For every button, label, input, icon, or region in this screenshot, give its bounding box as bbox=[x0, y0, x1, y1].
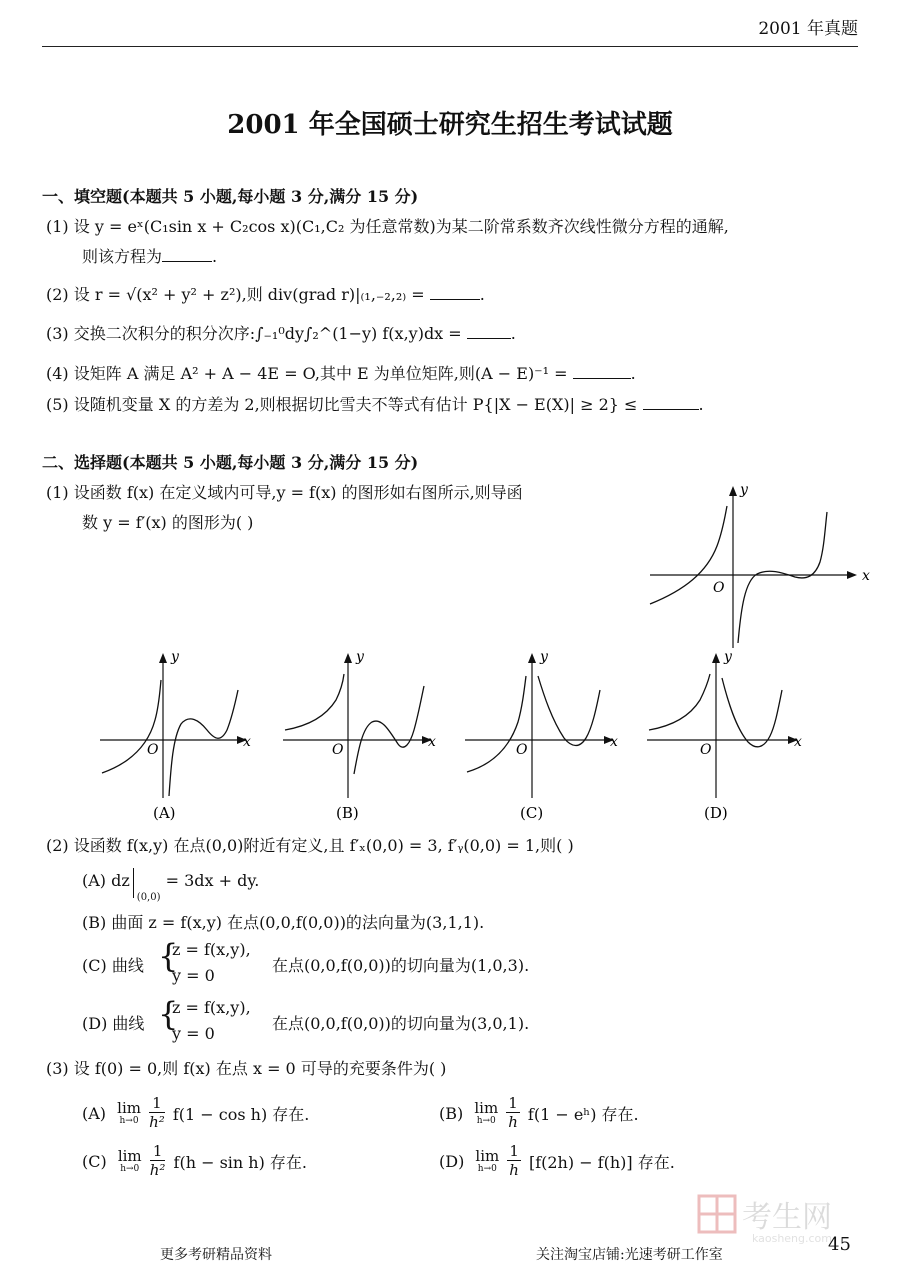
option-a-main: (A) dz bbox=[82, 871, 130, 890]
s2-q2-option-c-prefix: (C) 曲线 bbox=[82, 956, 144, 975]
s1-q3-end: . bbox=[510, 324, 516, 343]
x-label: x bbox=[862, 568, 870, 584]
x-label: x bbox=[243, 734, 251, 750]
system-bottom: y = 0 bbox=[172, 966, 215, 985]
limit bbox=[117, 1146, 142, 1174]
origin-label: O bbox=[713, 580, 725, 596]
curve-right-branch bbox=[538, 676, 600, 746]
evaluation-bar bbox=[133, 868, 134, 898]
footer-left: 更多考研精品资料 bbox=[160, 1247, 272, 1263]
option-label: (D) bbox=[704, 804, 728, 822]
section1-heading: 一、填空题(本题共 5 小题,每小题 3 分,满分 15 分) bbox=[42, 187, 419, 206]
watermark-logo-icon bbox=[697, 1192, 737, 1236]
header-rule bbox=[42, 46, 858, 47]
lim-word: lim bbox=[474, 1098, 499, 1117]
s1-q4 bbox=[46, 361, 636, 384]
curve-left-branch bbox=[102, 680, 161, 773]
page-title: 2001 年全国硕士研究生招生考试试题 bbox=[227, 110, 673, 140]
s2-q1-line1: (1) 设函数 f(x) 在定义域内可导,y = f(x) 的图形如右图所示,则导函 bbox=[46, 483, 523, 502]
s1-q1-line2 bbox=[82, 244, 217, 267]
curve-right-branch bbox=[169, 690, 238, 796]
lim-sub: h→0 bbox=[477, 1163, 497, 1174]
option-b-graph bbox=[278, 648, 443, 823]
numerator: 1 bbox=[509, 1142, 519, 1160]
curve-right-branch bbox=[722, 678, 782, 747]
x-label: x bbox=[428, 734, 436, 750]
s1-q3 bbox=[46, 321, 516, 344]
lim-word: lim bbox=[117, 1098, 141, 1117]
option-a-graph bbox=[95, 648, 255, 823]
system-bottom: y = 0 bbox=[172, 1024, 215, 1043]
option-d-graph bbox=[642, 648, 812, 823]
denominator: h bbox=[508, 1113, 518, 1131]
origin-label: O bbox=[147, 742, 159, 758]
s2-q2-stem: (2) 设函数 f(x,y) 在点(0,0)附近有定义,且 f′ₓ(0,0) = 3, f′ᵧ(0,0) = 1,则( ) bbox=[46, 836, 574, 855]
s1-q5 bbox=[46, 392, 704, 415]
q3-option-c bbox=[82, 1143, 307, 1179]
s1-q4-end: . bbox=[630, 364, 636, 383]
main-graph bbox=[645, 478, 870, 653]
y-label: y bbox=[540, 649, 548, 665]
origin-label: O bbox=[700, 742, 712, 758]
s1-q1-text: 则该方程为 bbox=[82, 247, 163, 266]
running-header: 2001 年真题 bbox=[758, 19, 858, 39]
answer-blank bbox=[573, 364, 631, 379]
option-a-rest: = 3dx + dy. bbox=[165, 871, 260, 890]
origin-label: O bbox=[516, 742, 528, 758]
option-label: (C) bbox=[520, 804, 544, 822]
lim-sub: h→0 bbox=[119, 1115, 139, 1126]
curve-right-branch bbox=[354, 686, 424, 774]
option-label: (B) bbox=[336, 804, 359, 822]
lim-word: lim bbox=[475, 1146, 500, 1165]
left-brace: { bbox=[158, 937, 179, 975]
y-label: y bbox=[356, 649, 364, 665]
curve-left-branch bbox=[285, 674, 344, 730]
lim-sub: h→0 bbox=[120, 1163, 140, 1174]
curve-left-branch bbox=[649, 674, 710, 730]
option-label: (D) bbox=[439, 1151, 465, 1171]
q3-option-b bbox=[439, 1095, 639, 1131]
answer-blank bbox=[467, 324, 511, 339]
option-tail: f(h − sin h) 存在. bbox=[173, 1152, 308, 1172]
s1-q2-text: (2) 设 r = √(x² + y² + z²),则 div(grad r)|₍₁,₋₂,₂₎ = bbox=[46, 285, 425, 304]
y-label: y bbox=[724, 649, 732, 665]
y-label: y bbox=[171, 649, 179, 665]
x-label: x bbox=[610, 734, 618, 750]
numerator: 1 bbox=[149, 1095, 165, 1113]
numerator: 1 bbox=[508, 1094, 518, 1112]
lim-word: lim bbox=[117, 1146, 142, 1165]
s1-q2 bbox=[46, 282, 485, 305]
option-label: (C) bbox=[82, 1151, 107, 1171]
watermark-url: kaosheng.com bbox=[751, 1232, 832, 1245]
system-top: z = f(x,y), bbox=[172, 998, 251, 1017]
limit bbox=[474, 1098, 499, 1126]
option-a-sub: (0,0) bbox=[136, 892, 161, 903]
answer-blank bbox=[643, 395, 699, 410]
fraction bbox=[506, 1095, 520, 1131]
fraction bbox=[149, 1095, 165, 1131]
fraction bbox=[150, 1143, 166, 1179]
s1-q1-line1: (1) 设 y = eˣ(C₁sin x + C₂cos x)(C₁,C₂ 为任意常数)为某二阶常系数齐次线性微分方程的通解, bbox=[46, 217, 729, 236]
option-tail: f(1 − eʰ) 存在. bbox=[527, 1104, 639, 1124]
limit bbox=[117, 1098, 141, 1126]
y-label: y bbox=[740, 482, 748, 498]
section2-heading: 二、选择题(本题共 5 小题,每小题 3 分,满分 15 分) bbox=[42, 453, 419, 472]
s1-q5-end: . bbox=[698, 395, 704, 414]
curve-right-branch bbox=[738, 512, 827, 643]
s1-q1-end: . bbox=[212, 247, 218, 266]
option-tail: f(1 − cos h) 存在. bbox=[172, 1104, 310, 1124]
s1-q3-text: (3) 交换二次积分的积分次序:∫₋₁⁰dy∫₂^(1−y) f(x,y)dx = bbox=[46, 324, 462, 343]
option-label: (A) bbox=[82, 1103, 107, 1123]
s2-q3-stem: (3) 设 f(0) = 0,则 f(x) 在点 x = 0 可导的充要条件为( ) bbox=[46, 1059, 447, 1078]
option-tail: [f(2h) − f(h)] 存在. bbox=[528, 1152, 675, 1172]
denominator: h² bbox=[149, 1161, 166, 1179]
s2-q2-option-d-prefix: (D) 曲线 bbox=[82, 1014, 145, 1033]
s2-q2-option-a bbox=[82, 868, 259, 903]
numerator: 1 bbox=[150, 1143, 166, 1161]
s2-q2-option-c-suffix: 在点(0,0,f(0,0))的切向量为(1,0,3). bbox=[272, 956, 530, 975]
lim-sub: h→0 bbox=[476, 1115, 496, 1126]
q3-option-d bbox=[439, 1143, 675, 1179]
s2-q2-option-b: (B) 曲面 z = f(x,y) 在点(0,0,f(0,0))的法向量为(3,1,1). bbox=[82, 913, 485, 932]
y-axis-arrow bbox=[729, 486, 737, 496]
option-label: (B) bbox=[439, 1103, 464, 1123]
page-number: 45 bbox=[828, 1234, 851, 1255]
footer-middle: 关注淘宝店铺:光速考研工作室 bbox=[536, 1247, 723, 1263]
q3-option-a bbox=[82, 1095, 309, 1131]
s2-q1-line2: 数 y = f′(x) 的图形为( ) bbox=[82, 513, 254, 532]
s1-q5-text: (5) 设随机变量 X 的方差为 2,则根据切比雪夫不等式有估计 P{|X − E(X)| ≥ 2} ≤ bbox=[46, 395, 638, 414]
denominator: h bbox=[509, 1161, 519, 1179]
watermark bbox=[697, 1192, 832, 1245]
watermark-text: 考生网 bbox=[742, 1200, 832, 1235]
s1-q2-end: . bbox=[479, 285, 485, 304]
x-label: x bbox=[794, 734, 802, 750]
option-c-graph bbox=[460, 648, 625, 823]
system-top: z = f(x,y), bbox=[172, 940, 251, 959]
s1-q4-text: (4) 设矩阵 A 满足 A² + A − 4E = O,其中 E 为单位矩阵,则(A − E)⁻¹ = bbox=[46, 364, 568, 383]
denominator: h² bbox=[149, 1113, 165, 1131]
fraction bbox=[507, 1143, 521, 1179]
origin-label: O bbox=[332, 742, 344, 758]
option-label: (A) bbox=[153, 804, 176, 822]
limit bbox=[475, 1146, 500, 1174]
answer-blank bbox=[162, 247, 212, 262]
x-axis-arrow bbox=[847, 571, 857, 579]
left-brace: { bbox=[158, 995, 179, 1033]
s2-q2-option-d-suffix: 在点(0,0,f(0,0))的切向量为(3,0,1). bbox=[272, 1014, 530, 1033]
answer-blank bbox=[430, 285, 480, 300]
